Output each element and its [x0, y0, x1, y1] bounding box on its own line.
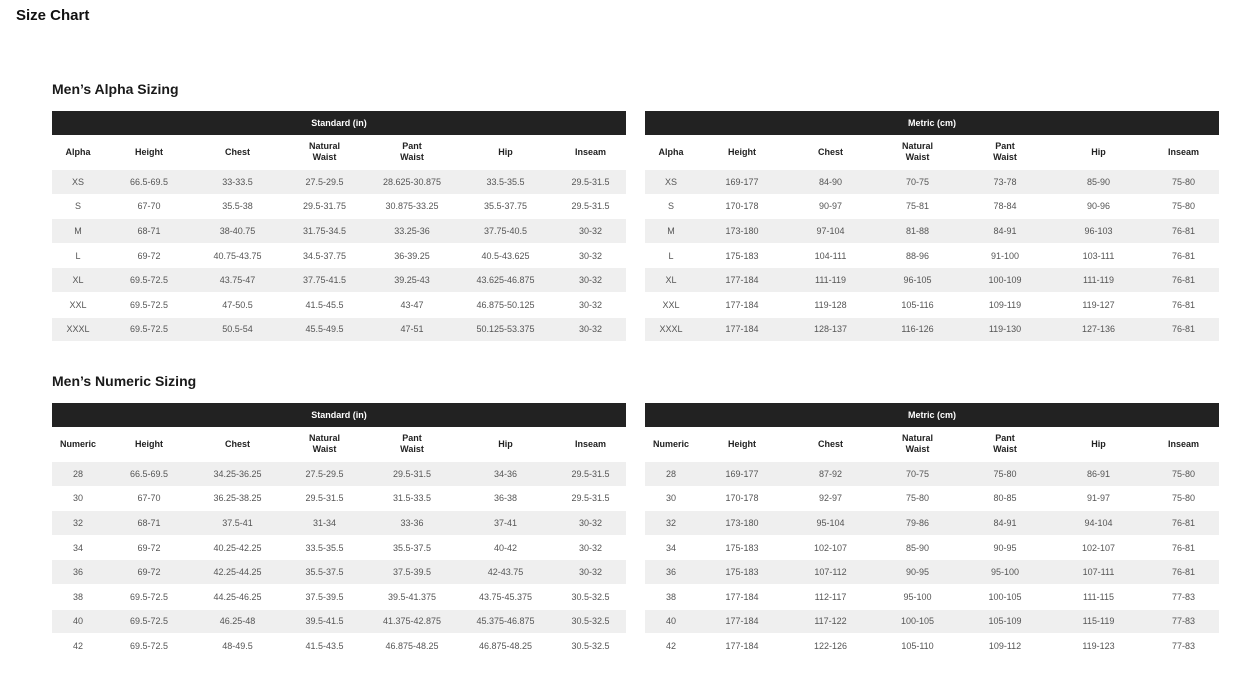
- table-cell: 170-178: [697, 486, 787, 511]
- table-cell: 91-97: [1049, 486, 1148, 511]
- table-row: [52, 243, 626, 268]
- table-cell: XXL: [645, 292, 697, 317]
- table-row: [52, 560, 626, 585]
- table-cell: 177-184: [697, 292, 787, 317]
- table-cell: 30: [52, 486, 104, 511]
- table-cell: 28: [52, 462, 104, 487]
- table-cell: 37.75-40.5: [456, 219, 555, 244]
- table-row: [645, 535, 1219, 560]
- table-cell: 43.75-45.375: [456, 584, 555, 609]
- table-cell: 73-78: [961, 170, 1049, 195]
- table-cell: 75-81: [874, 194, 961, 219]
- table-cell: 29.5-31.5: [555, 462, 626, 487]
- table-row: [645, 511, 1219, 536]
- table-cell: 29.5-31.5: [555, 170, 626, 195]
- table-cell: 173-180: [697, 511, 787, 536]
- table-cell: 30-32: [555, 560, 626, 585]
- table-cell: 85-90: [874, 535, 961, 560]
- table-row: [52, 609, 626, 634]
- table-cell: 69.5-72.5: [104, 634, 194, 658]
- table-cell: 48-49.5: [194, 634, 281, 658]
- table-cell: 105-109: [961, 609, 1049, 634]
- table-cell: 119-130: [961, 317, 1049, 341]
- table-cell: 30.5-32.5: [555, 634, 626, 658]
- table-cell: 41.5-45.5: [281, 292, 368, 317]
- table-cell: 122-126: [787, 634, 874, 658]
- table-cell: L: [52, 243, 104, 268]
- table-cell: 45.375-46.875: [456, 609, 555, 634]
- table-cell: 36.25-38.25: [194, 486, 281, 511]
- table-cell: 105-116: [874, 292, 961, 317]
- table-cell: 76-81: [1148, 243, 1219, 268]
- table-cell: 100-109: [961, 268, 1049, 293]
- table-cell: 69.5-72.5: [104, 292, 194, 317]
- table-cell: 70-75: [874, 170, 961, 195]
- table-cell: 30-32: [555, 243, 626, 268]
- table-cell: 77-83: [1148, 609, 1219, 634]
- table-cell: 32: [52, 511, 104, 536]
- table-cell: 34: [645, 535, 697, 560]
- table-cell: 34.25-36.25: [194, 462, 281, 487]
- table-row: [645, 170, 1219, 195]
- table-cell: 46.875-48.25: [368, 634, 456, 658]
- numeric-metric-table: [645, 403, 1219, 658]
- table-cell: 34-36: [456, 462, 555, 487]
- table-cell: 76-81: [1148, 511, 1219, 536]
- table-cell: 85-90: [1049, 170, 1148, 195]
- table-cell: 76-81: [1148, 268, 1219, 293]
- table-cell: 90-96: [1049, 194, 1148, 219]
- table-cell: 68-71: [104, 219, 194, 244]
- table-cell: 111-115: [1049, 584, 1148, 609]
- table-cell: 109-119: [961, 292, 1049, 317]
- table-row: [52, 584, 626, 609]
- column-header: Hip: [1091, 438, 1106, 449]
- column-header: Height: [135, 438, 163, 449]
- table-cell: 30-32: [555, 219, 626, 244]
- alpha-metric-table: [645, 111, 1219, 341]
- table-cell: 36: [52, 560, 104, 585]
- alpha-sizing-title: Men’s Alpha Sizing: [52, 81, 179, 97]
- table-row: [645, 219, 1219, 244]
- table-cell: 32: [645, 511, 697, 536]
- table-cell: 115-119: [1049, 609, 1148, 634]
- table-cell: 43.625-46.875: [456, 268, 555, 293]
- table-cell: 109-112: [961, 634, 1049, 658]
- table-cell: 76-81: [1148, 292, 1219, 317]
- table-cell: 111-119: [787, 268, 874, 293]
- table-cell: 30: [645, 486, 697, 511]
- table-cell: 33-33.5: [194, 170, 281, 195]
- table-row: [52, 170, 626, 195]
- table-cell: 107-111: [1049, 560, 1148, 585]
- table-cell: 41.5-43.5: [281, 634, 368, 658]
- table-cell: 95-104: [787, 511, 874, 536]
- table-cell: 67-70: [104, 194, 194, 219]
- table-cell: 90-95: [961, 535, 1049, 560]
- table-cell: 76-81: [1148, 219, 1219, 244]
- column-header: Inseam: [575, 438, 607, 449]
- table-cell: 77-83: [1148, 584, 1219, 609]
- table-row: [645, 317, 1219, 341]
- table-cell: 29.5-31.5: [368, 462, 456, 487]
- table-cell: 42-43.75: [456, 560, 555, 585]
- table-cell: 76-81: [1148, 535, 1219, 560]
- table-cell: 97-104: [787, 219, 874, 244]
- table-cell: 33.5-35.5: [281, 535, 368, 560]
- table-cell: 95-100: [961, 560, 1049, 585]
- table-cell: 117-122: [787, 609, 874, 634]
- table-cell: 37.5-39.5: [368, 560, 456, 585]
- table-cell: 69.5-72.5: [104, 268, 194, 293]
- table-cell: 33.5-35.5: [456, 170, 555, 195]
- table-cell: 69-72: [104, 560, 194, 585]
- table-cell: 100-105: [874, 609, 961, 634]
- column-header: Height: [728, 146, 756, 157]
- table-cell: 36-38: [456, 486, 555, 511]
- table-cell: 28: [645, 462, 697, 487]
- table-cell: 31.75-34.5: [281, 219, 368, 244]
- table-cell: 95-100: [874, 584, 961, 609]
- column-header: Inseam: [1167, 438, 1200, 449]
- table-cell: 77-83: [1148, 634, 1219, 658]
- table-cell: 128-137: [787, 317, 874, 341]
- table-cell: 37-41: [456, 511, 555, 536]
- table-cell: 29.5-31.5: [281, 486, 368, 511]
- table-row: [645, 634, 1219, 658]
- table-cell: 35.5-37.5: [368, 535, 456, 560]
- table-cell: 66.5-69.5: [104, 462, 194, 487]
- table-row: [645, 486, 1219, 511]
- column-header: Chest: [817, 438, 843, 449]
- table-cell: 34: [52, 535, 104, 560]
- table-cell: 40.25-42.25: [194, 535, 281, 560]
- table-row: [52, 511, 626, 536]
- table-cell: 45.5-49.5: [281, 317, 368, 341]
- table-cell: 69-72: [104, 243, 194, 268]
- table-cell: XL: [645, 268, 697, 293]
- table-cell: 96-103: [1049, 219, 1148, 244]
- table-cell: 102-107: [787, 535, 874, 560]
- table-cell: 28.625-30.875: [368, 170, 456, 195]
- table-cell: 37.5-41: [194, 511, 281, 536]
- table-cell: XXXL: [645, 317, 697, 341]
- table-cell: 33-36: [368, 511, 456, 536]
- table-cell: 31-34: [281, 511, 368, 536]
- column-header: Alpha: [65, 146, 91, 157]
- table-cell: 94-104: [1049, 511, 1148, 536]
- column-header: Natural Waist: [308, 433, 340, 454]
- table-cell: 40-42: [456, 535, 555, 560]
- table-cell: 76-81: [1148, 317, 1219, 341]
- table-cell: 88-96: [874, 243, 961, 268]
- table-cell: 27.5-29.5: [281, 170, 368, 195]
- table-cell: 37.75-41.5: [281, 268, 368, 293]
- table-cell: 112-117: [787, 584, 874, 609]
- table-cell: 43.75-47: [194, 268, 281, 293]
- table-cell: 104-111: [787, 243, 874, 268]
- table-cell: 33.25-36: [368, 219, 456, 244]
- table-cell: 84-91: [961, 511, 1049, 536]
- table-cell: 66.5-69.5: [104, 170, 194, 195]
- table-row: [645, 243, 1219, 268]
- table-row: [645, 560, 1219, 585]
- table-cell: 46.875-50.125: [456, 292, 555, 317]
- table-cell: 127-136: [1049, 317, 1148, 341]
- table-cell: 175-183: [697, 535, 787, 560]
- numeric-sizing-title: Men’s Numeric Sizing: [52, 373, 197, 389]
- table-row: [645, 462, 1219, 487]
- table-cell: XS: [52, 170, 104, 195]
- table-cell: 42.25-44.25: [194, 560, 281, 585]
- table-row: [645, 584, 1219, 609]
- table-cell: 50.125-53.375: [456, 317, 555, 341]
- table-cell: 75-80: [1148, 170, 1219, 195]
- table-cell: 38: [52, 584, 104, 609]
- table-cell: 31.5-33.5: [368, 486, 456, 511]
- table-cell: 30-32: [555, 317, 626, 341]
- table-cell: 107-112: [787, 560, 874, 585]
- column-header: Inseam: [575, 146, 607, 157]
- table-cell: 177-184: [697, 268, 787, 293]
- table-cell: 35.5-37.5: [281, 560, 368, 585]
- table-band-header: Metric (cm): [645, 111, 1219, 135]
- column-header: Numeric: [652, 438, 689, 449]
- table-cell: M: [52, 219, 104, 244]
- table-cell: 69.5-72.5: [104, 317, 194, 341]
- table-cell: 27.5-29.5: [281, 462, 368, 487]
- table-cell: 177-184: [697, 317, 787, 341]
- table-cell: 91-100: [961, 243, 1049, 268]
- table-cell: 86-91: [1049, 462, 1148, 487]
- table-cell: 39.5-41.5: [281, 609, 368, 634]
- table-cell: 90-97: [787, 194, 874, 219]
- table-cell: 47-51: [368, 317, 456, 341]
- table-cell: 44.25-46.25: [194, 584, 281, 609]
- table-cell: 75-80: [1148, 486, 1219, 511]
- table-cell: 79-86: [874, 511, 961, 536]
- column-header: Height: [728, 438, 756, 449]
- table-cell: 119-123: [1049, 634, 1148, 658]
- table-cell: 50.5-54: [194, 317, 281, 341]
- table-cell: S: [52, 194, 104, 219]
- table-row: [52, 634, 626, 658]
- column-header: Pant Waist: [400, 141, 424, 162]
- table-cell: S: [645, 194, 697, 219]
- table-cell: L: [645, 243, 697, 268]
- column-header: Pant Waist: [400, 433, 424, 454]
- table-cell: 35.5-38: [194, 194, 281, 219]
- table-cell: 30-32: [555, 292, 626, 317]
- table-cell: 78-84: [961, 194, 1049, 219]
- table-band-header: Standard (in): [52, 403, 626, 427]
- table-cell: 36: [645, 560, 697, 585]
- table-cell: 90-95: [874, 560, 961, 585]
- table-row: [645, 194, 1219, 219]
- table-row: [645, 268, 1219, 293]
- table-cell: 81-88: [874, 219, 961, 244]
- column-header: Height: [135, 146, 163, 157]
- table-row: [52, 292, 626, 317]
- column-header: Natural Waist: [901, 141, 933, 162]
- table-cell: XXXL: [52, 317, 104, 341]
- table-cell: 38: [645, 584, 697, 609]
- table-cell: 40: [645, 609, 697, 634]
- table-cell: 173-180: [697, 219, 787, 244]
- table-cell: 37.5-39.5: [281, 584, 368, 609]
- table-row: [52, 219, 626, 244]
- table-cell: 46.875-48.25: [456, 634, 555, 658]
- table-cell: 119-128: [787, 292, 874, 317]
- table-cell: 46.25-48: [194, 609, 281, 634]
- table-row: [52, 486, 626, 511]
- table-cell: 84-90: [787, 170, 874, 195]
- column-header: Chest: [224, 146, 250, 157]
- table-cell: 102-107: [1049, 535, 1148, 560]
- column-header: Natural Waist: [308, 141, 340, 162]
- table-cell: 170-178: [697, 194, 787, 219]
- column-header: Pant Waist: [993, 433, 1017, 454]
- column-header: Chest: [224, 438, 250, 449]
- table-row: [645, 609, 1219, 634]
- table-cell: 40: [52, 609, 104, 634]
- table-cell: 30-32: [555, 535, 626, 560]
- table-cell: 30-32: [555, 268, 626, 293]
- table-cell: 69-72: [104, 535, 194, 560]
- table-cell: 40.5-43.625: [456, 243, 555, 268]
- table-cell: 80-85: [961, 486, 1049, 511]
- column-header: Natural Waist: [901, 433, 933, 454]
- table-cell: 100-105: [961, 584, 1049, 609]
- table-cell: 75-80: [1148, 194, 1219, 219]
- table-cell: 84-91: [961, 219, 1049, 244]
- table-cell: 35.5-37.75: [456, 194, 555, 219]
- table-cell: 43-47: [368, 292, 456, 317]
- table-cell: 69.5-72.5: [104, 609, 194, 634]
- table-cell: 30.5-32.5: [555, 609, 626, 634]
- table-row: [52, 194, 626, 219]
- table-cell: 116-126: [874, 317, 961, 341]
- table-cell: 39.5-41.375: [368, 584, 456, 609]
- table-cell: 47-50.5: [194, 292, 281, 317]
- column-header: Hip: [1091, 146, 1106, 157]
- table-band-header: Standard (in): [52, 111, 626, 135]
- table-cell: 34.5-37.75: [281, 243, 368, 268]
- table-cell: 75-80: [1148, 462, 1219, 487]
- column-header: Alpha: [658, 146, 684, 157]
- numeric-standard-table: [52, 403, 626, 658]
- table-cell: 70-75: [874, 462, 961, 487]
- table-band-header: Metric (cm): [645, 403, 1219, 427]
- table-cell: 87-92: [787, 462, 874, 487]
- table-cell: 75-80: [874, 486, 961, 511]
- table-cell: 75-80: [961, 462, 1049, 487]
- table-cell: 30.5-32.5: [555, 584, 626, 609]
- column-header: Inseam: [1167, 146, 1200, 157]
- table-cell: 36-39.25: [368, 243, 456, 268]
- column-header: Pant Waist: [993, 141, 1017, 162]
- table-cell: 38-40.75: [194, 219, 281, 244]
- table-cell: 169-177: [697, 462, 787, 487]
- table-cell: 175-183: [697, 560, 787, 585]
- column-header: Numeric: [59, 438, 96, 449]
- table-cell: 69.5-72.5: [104, 584, 194, 609]
- table-cell: 175-183: [697, 243, 787, 268]
- table-cell: 30.875-33.25: [368, 194, 456, 219]
- table-cell: 177-184: [697, 634, 787, 658]
- table-row: [52, 535, 626, 560]
- table-cell: 29.5-31.5: [555, 194, 626, 219]
- table-cell: 105-110: [874, 634, 961, 658]
- table-cell: 96-105: [874, 268, 961, 293]
- table-row: [645, 292, 1219, 317]
- table-cell: 41.375-42.875: [368, 609, 456, 634]
- table-cell: 68-71: [104, 511, 194, 536]
- column-header: Hip: [498, 438, 513, 449]
- table-cell: XS: [645, 170, 697, 195]
- table-cell: 29.5-31.5: [555, 486, 626, 511]
- table-cell: 119-127: [1049, 292, 1148, 317]
- column-header: Chest: [817, 146, 843, 157]
- table-cell: XL: [52, 268, 104, 293]
- table-cell: 40.75-43.75: [194, 243, 281, 268]
- column-header: Hip: [498, 146, 513, 157]
- table-cell: 67-70: [104, 486, 194, 511]
- table-row: [52, 317, 626, 341]
- table-cell: 30-32: [555, 511, 626, 536]
- table-cell: 177-184: [697, 584, 787, 609]
- table-row: [52, 462, 626, 487]
- table-cell: 76-81: [1148, 560, 1219, 585]
- table-cell: 103-111: [1049, 243, 1148, 268]
- alpha-standard-table: [52, 111, 626, 341]
- page-title: Size Chart: [16, 7, 90, 24]
- table-cell: 42: [645, 634, 697, 658]
- table-row: [52, 268, 626, 293]
- table-cell: 42: [52, 634, 104, 658]
- table-cell: 92-97: [787, 486, 874, 511]
- table-cell: M: [645, 219, 697, 244]
- table-cell: 177-184: [697, 609, 787, 634]
- table-cell: 39.25-43: [368, 268, 456, 293]
- table-cell: 169-177: [697, 170, 787, 195]
- table-cell: 111-119: [1049, 268, 1148, 293]
- table-cell: XXL: [52, 292, 104, 317]
- table-cell: 29.5-31.75: [281, 194, 368, 219]
